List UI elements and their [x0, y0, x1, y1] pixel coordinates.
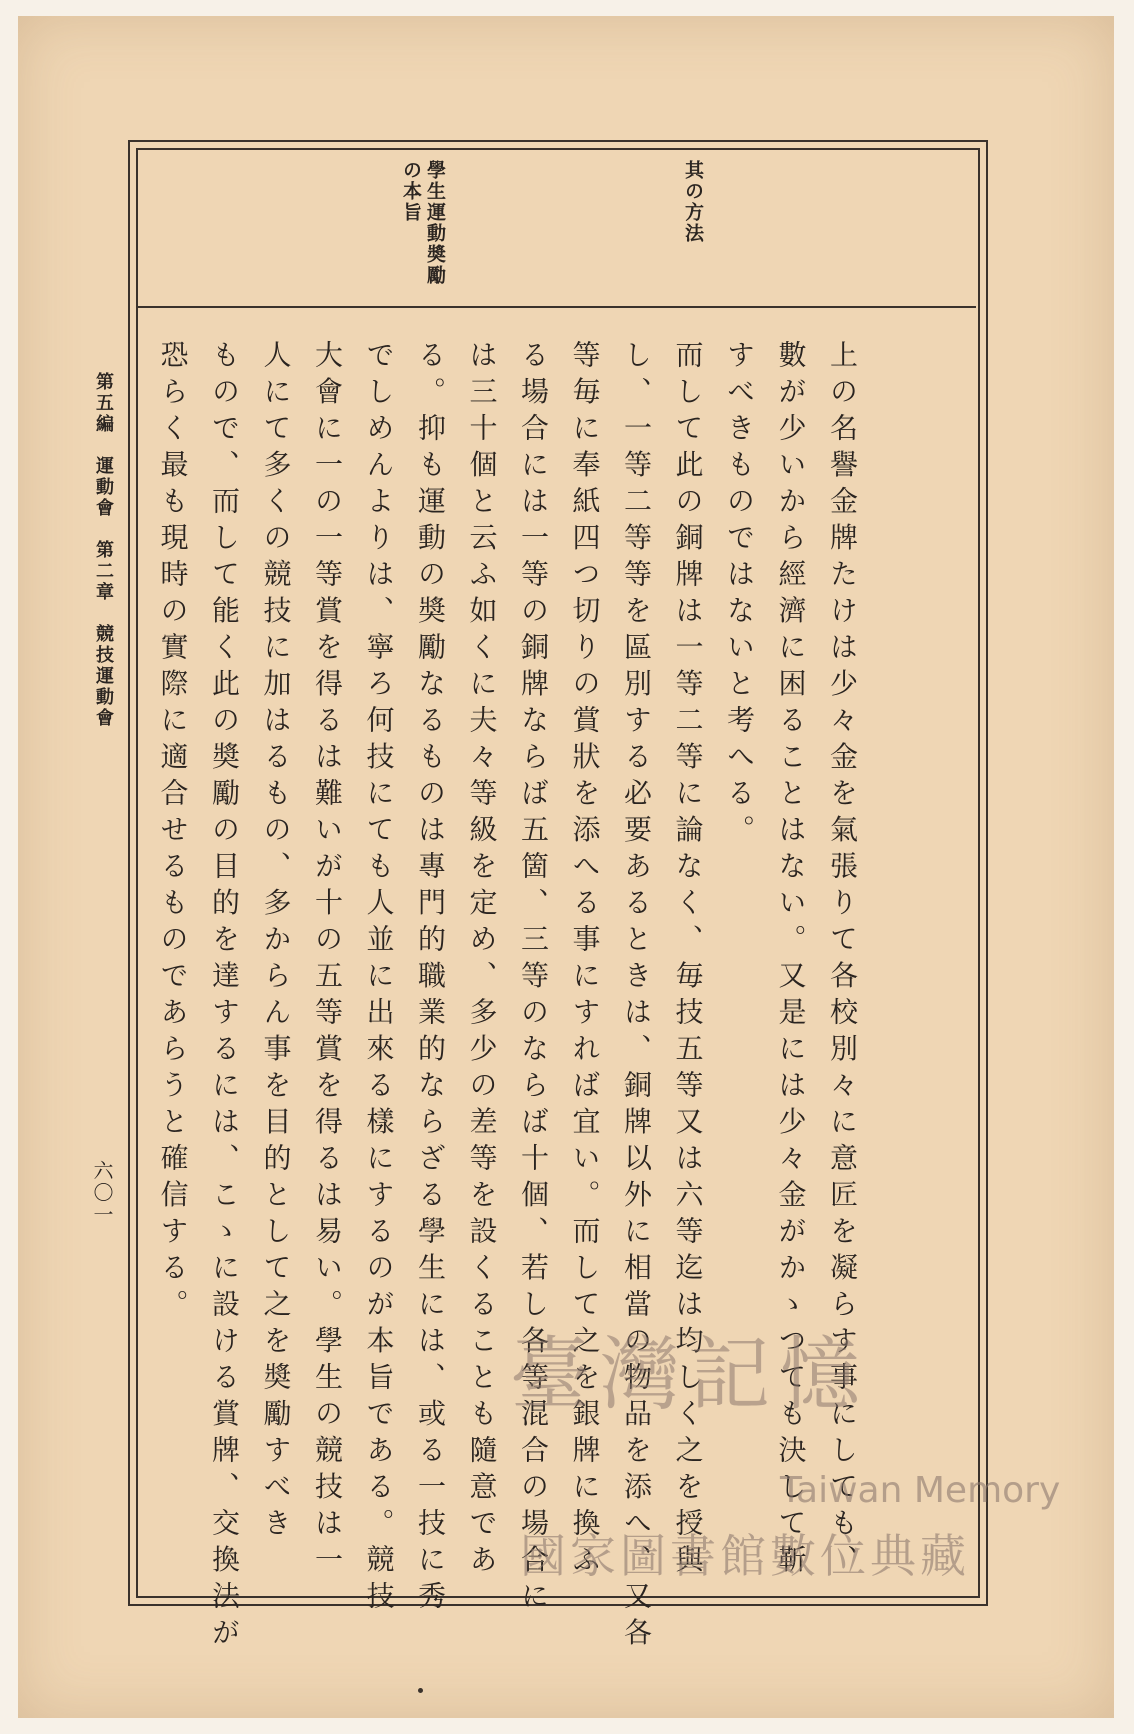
page-number: 六〇一 — [90, 1160, 114, 1226]
body-line: 恐らく最も現時の實際に適合せるものであらうと確信する。 — [156, 340, 190, 1326]
watermark-chinese: 國家圖書館數位典藏 — [520, 1529, 970, 1583]
body-line: 大會に一の一等賞を得るは難いが十の五等賞を得るは易い。學生の競技は一 — [311, 340, 344, 1581]
body-line: る場合には一等の銅牌ならば五箇、三等のならば十個、若し各等混合の場合に — [517, 340, 550, 1618]
body-line: 而して此の銅牌は一等二等に論なく、毎技五等又は六等迄は均しく之を授與 — [671, 340, 705, 1581]
heading-purpose-line-1: 學生運動奬勵 — [424, 160, 446, 286]
heading-method: 其の方法 — [682, 160, 704, 244]
body-line: もので、而して能く此の奬勵の目的を達するには、こゝに設ける賞牌、交換法が — [208, 340, 241, 1654]
body-line: 上の名譽金牌たけは少々金を氣張りて各校別々に意匠を凝らす事にしても、 — [826, 340, 859, 1581]
body-line: る。抑も運動の奬勵なるものは專門的職業的ならざる學生には、或る一技に秀 — [414, 340, 447, 1618]
heading-purpose-line-2: の本旨 — [400, 160, 422, 223]
running-header: 第五編 運動會 第二章 競技運動會 — [93, 372, 114, 729]
body-line: 數が少いから經濟に困ることはない。又是には少々金がかゝつても決して靳 — [774, 340, 808, 1581]
body-line: は三十個と云ふ如くに夫々等級を定め、多少の差等を設くることも隨意であ — [465, 340, 499, 1581]
page-dot — [418, 1688, 423, 1693]
body-line: 人にて多くの競技に加はるもの、多からん事を目的として之を奬勵すべき — [259, 340, 293, 1545]
watermark-logo: 臺灣記憶 — [510, 1328, 870, 1421]
body-line: し、一等二等等を區別する必要あるときは、銅牌以外に相當の物品を添へ、又各 — [620, 340, 653, 1654]
body-line: 等毎に奉紙四つ切りの賞狀を添へる事にすれば宜い。而して之を銀牌に換ふ — [568, 340, 602, 1581]
body-line: でしめんよりは、寧ろ何技にても人並に出來る樣にするのが本旨である。競技 — [362, 340, 396, 1618]
header-divider — [136, 306, 976, 308]
body-line: すべきものではないと考へる。 — [723, 340, 756, 851]
watermark-english: Taiwan Memory — [780, 1470, 1061, 1511]
